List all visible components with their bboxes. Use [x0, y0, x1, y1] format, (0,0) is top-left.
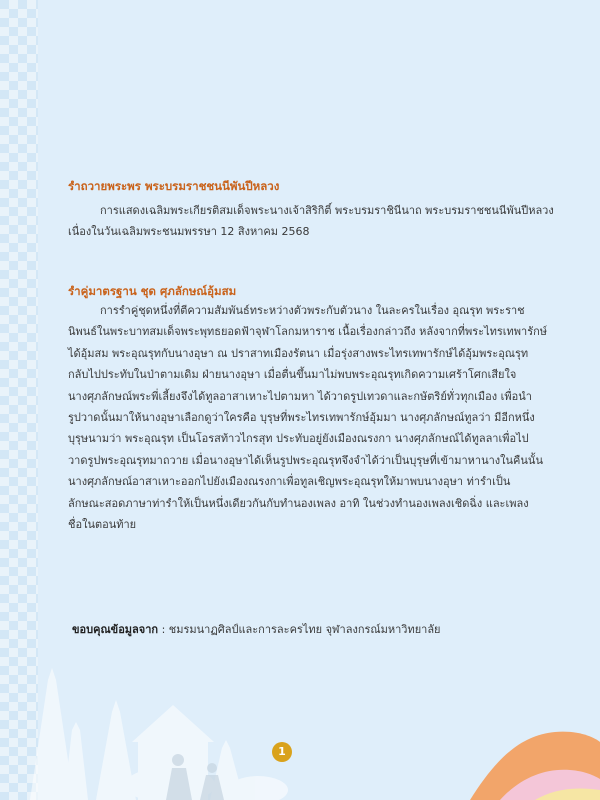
credit-label: ขอบคุณข้อมูลจาก: [72, 623, 159, 636]
paragraph-line: นิพนธ์ในพระบาทสมเด็จพระพุทธยอดฟ้าจุฬาโลกมหาราช เนื้อเรื่องกล่าวถึง หลังจากที่พระไทรเทพารักษ์: [68, 325, 548, 339]
paragraph-line: รูปวาดนั้นมาให้นางอุษาเลือกดูว่าใครคือ บุรุษที่พระไทรเทพารักษ์อุ้มมา นางศุภลักษณ์ทูลว่า มีอีกหนึ่ง: [68, 411, 535, 425]
paragraph-line: กลับไปประทับในป่าตามเดิม ฝ่ายนางอุษา เมื่อตื่นขึ้นมาไม่พบพระอุณรุทเกิดความเศร้าโศกเสียใจ: [68, 368, 517, 382]
section-heading-blessing: รำถวายพระพร พระบรมราชชนนีพันปีหลวง: [68, 179, 280, 193]
paragraph-line: ได้อุ้มสม พระอุณรุทกับนางอุษา ณ ปราสาทเมืองรัตนา เมื่อรุ่งสางพระไทรเทพารักษ์ได้อุ้มพระอุณรุท: [68, 346, 529, 360]
section-heading-dance: รำคู่มาตรฐาน ชุด ศุภลักษณ์อุ้มสม: [68, 284, 237, 298]
paragraph-line: วาดรูปพระอุณรุทมาถวาย เมื่อนางอุษาได้เห็นรูปพระอุณรุทจึงจำได้ว่าเป็นบุรุษที่เข้ามาหานางในคืนนั้น: [68, 453, 543, 467]
paragraph-line: การแสดงเฉลิมพระเกียรติสมเด็จพระนางเจ้าสิริกิติ์ พระบรมราชินีนาถ พระบรมราชชนนีพันปีหลวง: [100, 204, 554, 217]
paragraph-line: ลักษณะสอดภาษาท่ารำให้เป็นหนึ่งเดียวกันกับทำนองเพลง อาทิ ในช่วงทำนองเพลงเชิดฉิ่ง และเพลง: [68, 496, 529, 510]
credit-line: [72, 620, 441, 638]
paragraph-line: นางศุภลักษณ์พระพี่เลี้ยงจึงได้ทูลอาสาเหาะไปตามหา ได้วาดรูปเทวดาและกษัตริย์ทั่วทุกเมือง เพื่อนำ: [68, 389, 532, 403]
paragraph-line: นางศุภลักษณ์อาสาเหาะออกไปยังเมืองณรงกาเพื่อทูลเชิญพระอุณรุทให้มาพบนางอุษา ท่ารำเป็น: [68, 475, 511, 489]
paragraph-line: การรำคู่ชุดหนึ่งที่ตีความสัมพันธ์ทระหว่างตัวพระกับตัวนาง ในละครในเรื่อง อุณรุท พระราช: [100, 304, 525, 317]
paragraph-line: บุรุษนามว่า พระอุณรุท เป็นโอรสท้าวไกรสุท ประทับอยู่ยังเมืองณรงกา นางศุภลักษณ์ได้ทูลลาเพื่อไป: [68, 432, 529, 446]
credit-source: : ชมรมนาฏศิลป์และการละครไทย จุฬาลงกรณ์มหาวิทยาลัย: [158, 623, 441, 636]
page-number-badge: 1: [272, 742, 292, 762]
section-paragraph-dance: [68, 300, 568, 535]
paragraph-line: เนื่องในวันเฉลิมพระชนมพรรษา 12 สิงหาคม 2568: [68, 225, 310, 239]
paragraph-line: ชื่อในตอนท้าย: [68, 518, 137, 532]
section-paragraph-blessing: [68, 200, 568, 243]
